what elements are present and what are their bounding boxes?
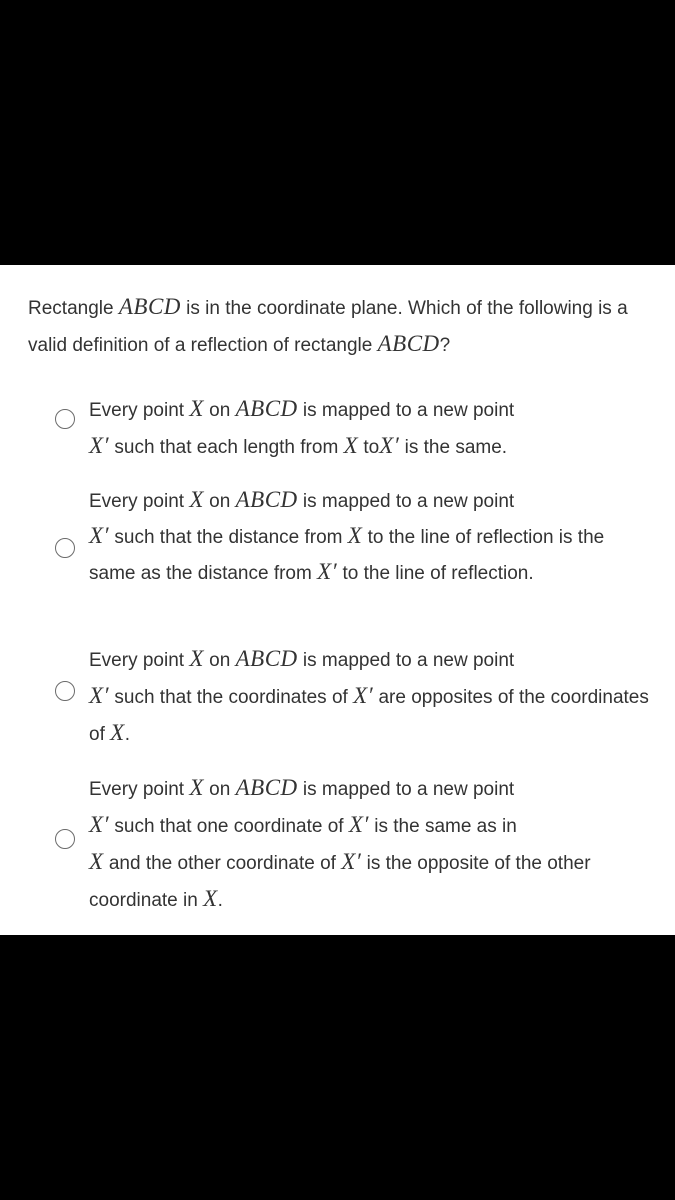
option-segment: . [124,724,130,745]
question-segment: ABCD [377,331,440,356]
question-segment: Rectangle [28,298,119,319]
option-segment: X′ [89,433,110,458]
answer-option-text [89,391,649,465]
question-card [0,265,675,935]
option-segment: X′ [348,812,369,837]
option-segment: is the opposite of the other coordinate in [89,853,591,911]
option-segment: are opposites of the coordinates of [89,687,649,745]
option-segment: such that the coordinates of [109,687,354,708]
option-segment: such that one coordinate of [109,816,349,837]
option-segment: X [89,849,104,874]
option-segment: Every point [89,650,190,671]
option-segment: X′ [353,683,374,708]
option-segment: is the same. [399,437,508,458]
question-segment: is in the coordinate plane. Which of the following is a valid definition of a reflection of rectangle [28,298,628,356]
option-segment: X [203,886,218,911]
option-segment: Every point [89,779,190,800]
option-segment: on [203,779,236,800]
answer-option-3[interactable] [0,641,675,745]
radio-button-1[interactable] [55,409,75,429]
answer-option-2[interactable] [0,483,675,615]
option-segment: X′ [89,683,110,708]
option-segment: ABCD [235,775,298,800]
answer-option-1[interactable] [0,387,675,467]
option-segment: and the other coordinate of [103,853,342,874]
option-segment: such that each length from [109,437,344,458]
option-segment: X [189,775,204,800]
option-segment: X [189,646,204,671]
answer-option-4[interactable] [0,770,675,910]
option-segment: is mapped to a new point [297,650,515,671]
question-text [28,289,658,363]
radio-button-4[interactable] [55,829,75,849]
question-segment: ABCD [118,294,181,319]
option-segment: on [203,400,236,421]
question-segment: ? [439,335,451,356]
radio-button-2[interactable] [55,538,75,558]
option-segment: ABCD [235,646,298,671]
option-segment: X′ [89,523,110,548]
option-segment: is the same as in [368,816,517,837]
option-segment: is mapped to a new point [297,400,515,421]
option-segment: Every point [89,491,190,512]
option-segment: . [217,890,223,911]
answer-option-text [89,641,649,752]
option-segment: to the line of reflection. [337,563,534,584]
option-segment: is mapped to a new point [297,779,515,800]
option-segment: ABCD [235,487,298,512]
option-segment: to the line of reflection is the same as the distance from [89,527,605,584]
radio-button-3[interactable] [55,681,75,701]
option-segment: X′ [341,849,362,874]
option-segment: X [189,396,204,421]
option-segment: ABCD [235,396,298,421]
option-segment: X [189,487,204,512]
option-segment: X′ [317,559,338,584]
option-segment: on [203,491,236,512]
option-segment: X [343,433,359,458]
option-segment: X [347,523,363,548]
option-segment: X′ [379,433,400,458]
answer-option-text [89,770,649,918]
option-segment: on [203,650,236,671]
answer-option-text [89,483,649,591]
option-segment: X [110,720,125,745]
option-segment: such that the distance from [109,527,348,548]
option-segment: to [358,437,380,458]
option-segment: Every point [89,400,190,421]
option-segment: is mapped to a new point [297,491,515,512]
option-segment: X′ [89,812,110,837]
